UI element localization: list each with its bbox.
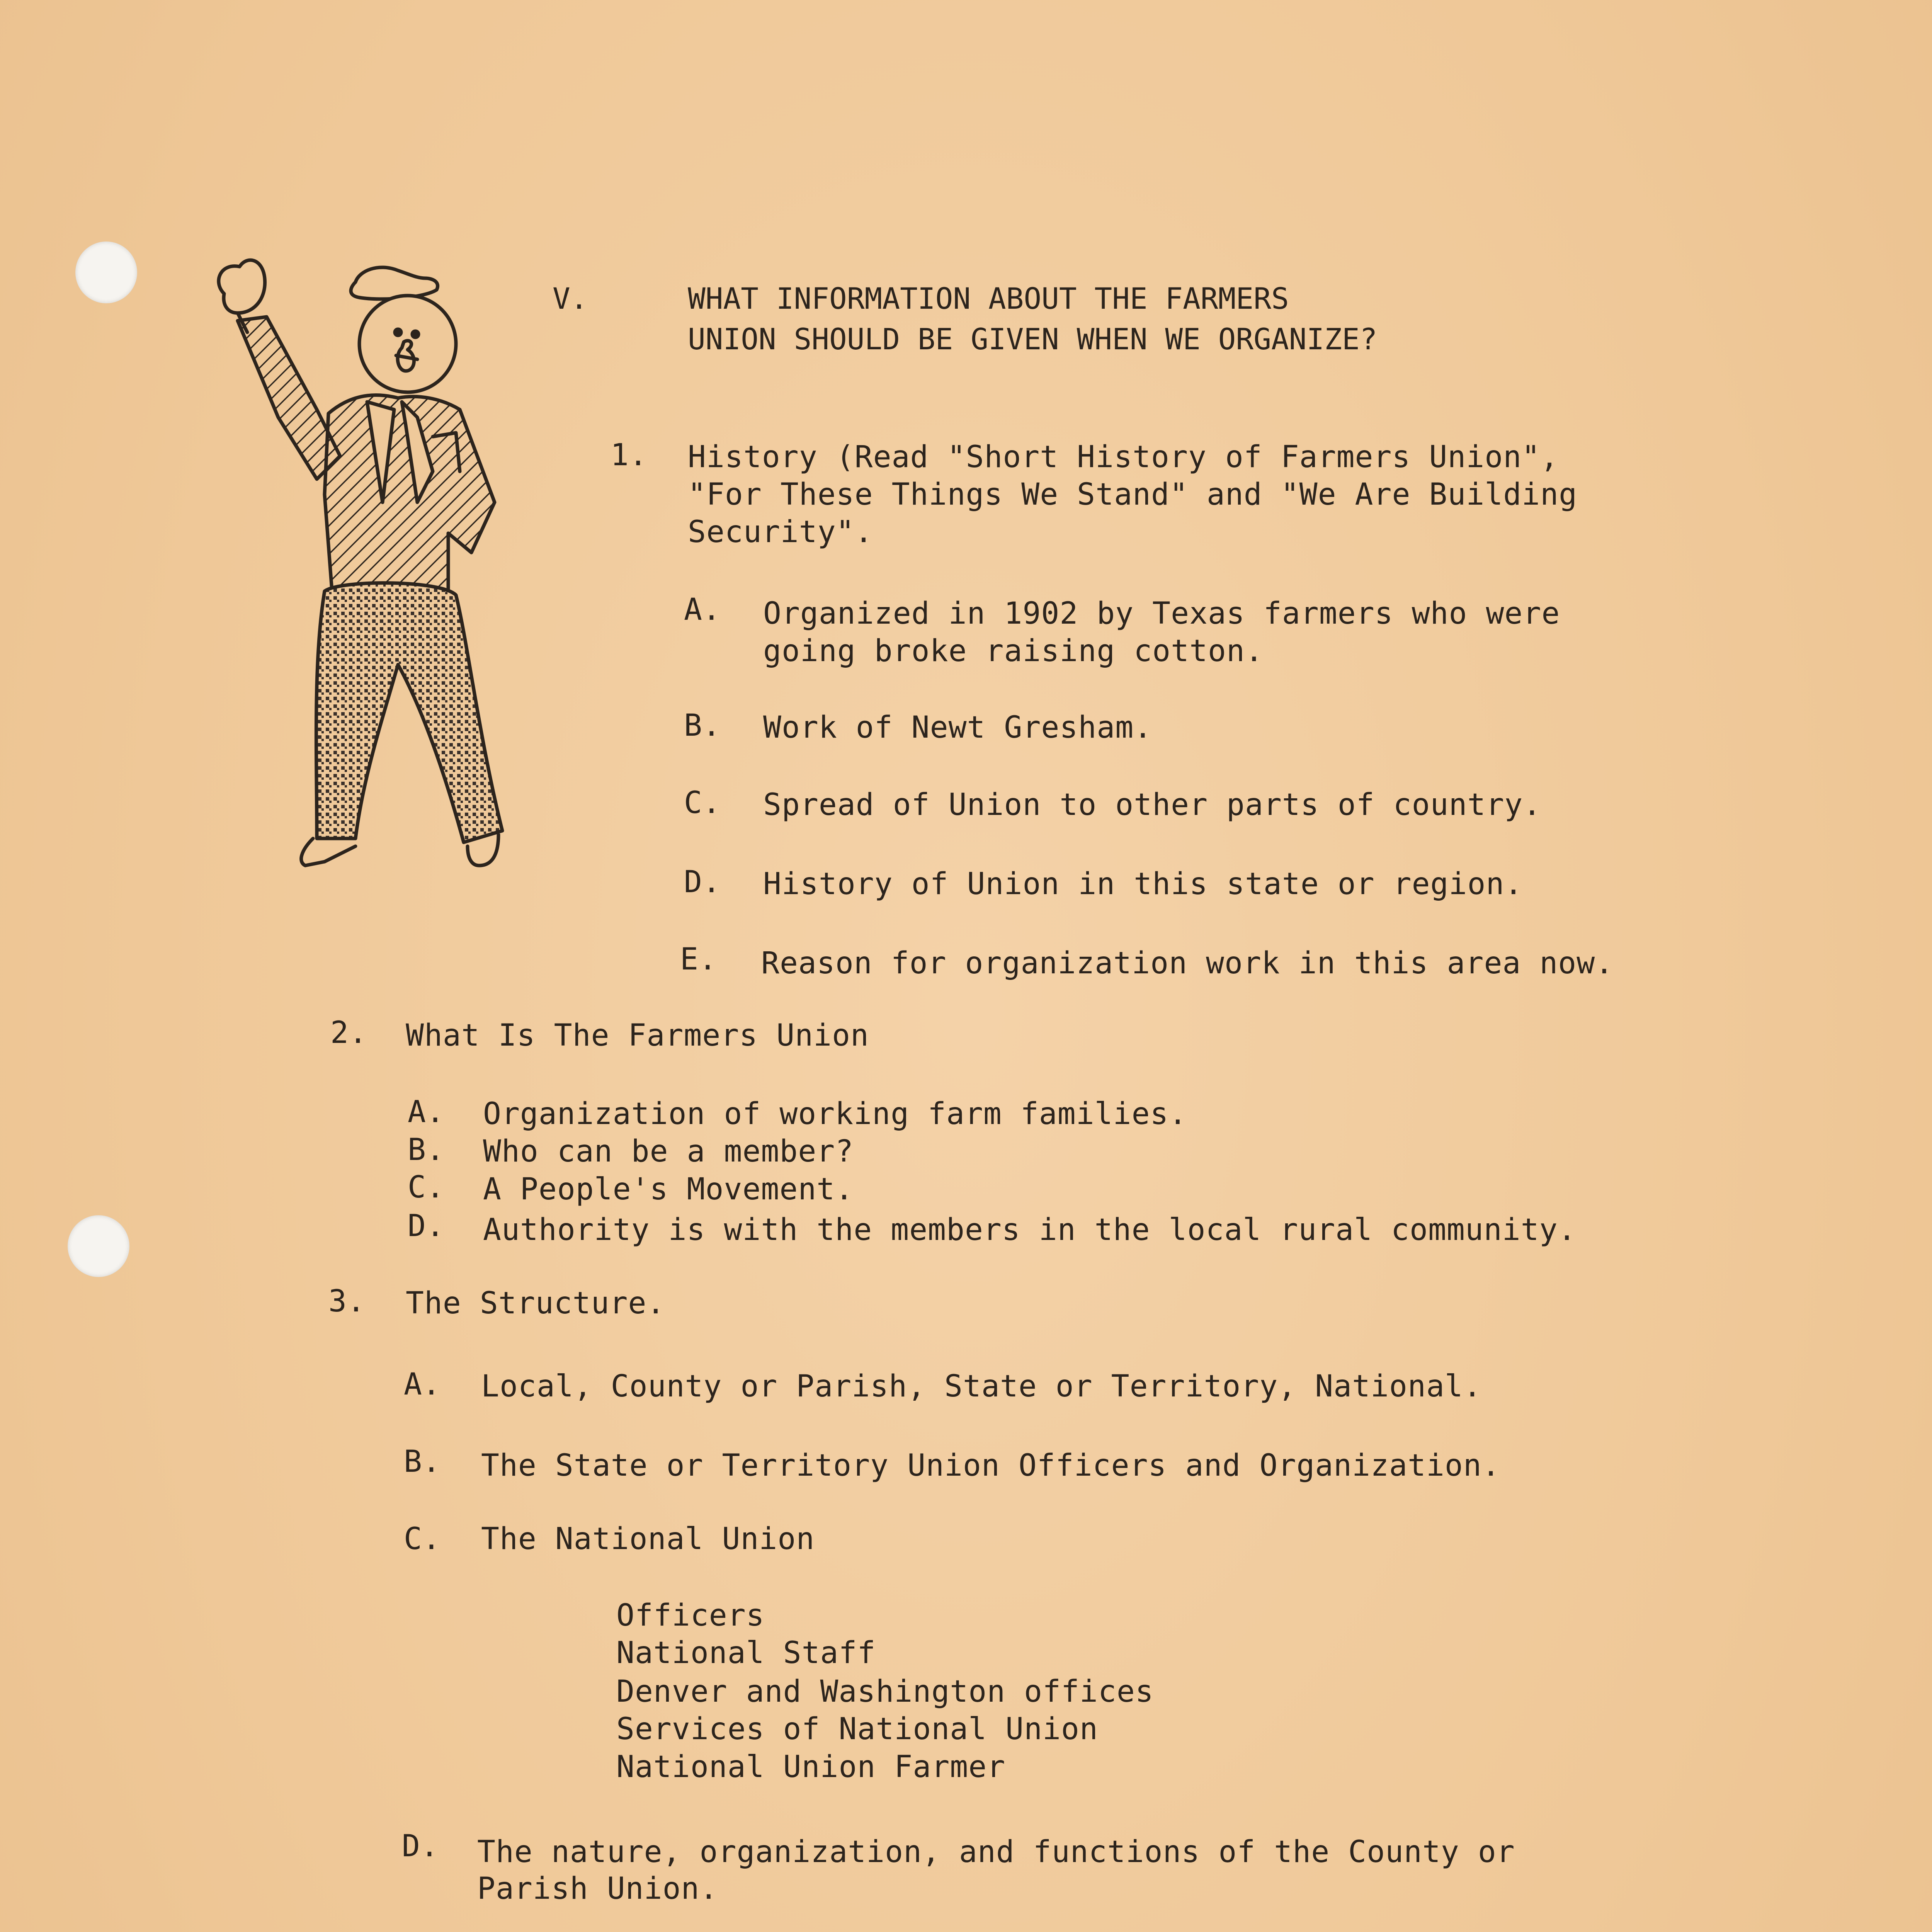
item1-b-letter: B.	[684, 708, 721, 743]
item2-d-text: Authority is with the members in the local rural community.	[483, 1213, 1577, 1247]
item3-c-sub-offices: Denver and Washington offices	[616, 1674, 1154, 1709]
farmer-waving-illustration	[201, 255, 564, 881]
item2-title: What Is The Farmers Union	[406, 1018, 869, 1053]
item3-d-line1: The nature, organization, and functions of the County or	[477, 1835, 1515, 1869]
item1-e-letter: E.	[680, 942, 717, 977]
item1-d-text: History of Union in this state or region.	[763, 867, 1523, 901]
item1-c-text: Spread of Union to other parts of country.	[763, 787, 1542, 822]
item1-a-line2: going broke raising cotton.	[763, 634, 1264, 668]
item2-b-text: Who can be a member?	[483, 1134, 854, 1169]
item1-c-letter: C.	[684, 786, 721, 820]
item3-d-letter: D.	[402, 1829, 439, 1864]
item3-c-text: The National Union	[481, 1522, 815, 1556]
item1-b-text: Work of Newt Gresham.	[763, 710, 1153, 745]
item3-c-sub-services: Services of National Union	[616, 1712, 1098, 1747]
item2-a-text: Organization of working farm families.	[483, 1097, 1187, 1131]
item2-a-letter: A.	[408, 1095, 445, 1129]
item2-c-letter: C.	[408, 1170, 445, 1205]
item1-d-letter: D.	[684, 865, 721, 900]
section-numeral: V.	[553, 281, 588, 316]
item3-a-text: Local, County or Parish, State or Territory, National.	[481, 1369, 1482, 1404]
item3-b-letter: B.	[404, 1444, 441, 1479]
item3-c-sub-farmer: National Union Farmer	[616, 1750, 1006, 1784]
item1-line2: "For These Things We Stand" and "We Are Building	[688, 477, 1578, 512]
binder-hole-top	[75, 242, 137, 303]
item2-b-letter: B.	[408, 1133, 445, 1167]
item1-line3: Security".	[688, 515, 873, 549]
item3-c-letter: C.	[404, 1522, 441, 1556]
item3-b-text: The State or Territory Union Officers and Organization.	[481, 1448, 1500, 1483]
item3-d-line2: Parish Union.	[477, 1871, 718, 1906]
item2-c-text: A People's Movement.	[483, 1172, 854, 1207]
item2-number: 2.	[330, 1015, 367, 1050]
item1-number: 1.	[611, 438, 648, 473]
item3-a-letter: A.	[404, 1367, 441, 1402]
item1-line1: History (Read "Short History of Farmers Union",	[688, 440, 1559, 474]
item3-title: The Structure.	[406, 1286, 665, 1321]
item1-e-text: Reason for organization work in this area now.	[761, 946, 1614, 981]
section-title-line1: WHAT INFORMATION ABOUT THE FARMERS	[688, 281, 1289, 316]
item3-c-sub-staff: National Staff	[616, 1636, 876, 1670]
item3-number: 3.	[328, 1284, 366, 1319]
section-title-line2: UNION SHOULD BE GIVEN WHEN WE ORGANIZE?	[688, 322, 1378, 356]
item1-a-letter: A.	[684, 592, 721, 627]
binder-hole-middle	[68, 1215, 129, 1277]
item1-a-line1: Organized in 1902 by Texas farmers who were	[763, 596, 1560, 631]
item2-d-letter: D.	[408, 1209, 445, 1243]
item3-c-sub-officers: Officers	[616, 1598, 765, 1633]
